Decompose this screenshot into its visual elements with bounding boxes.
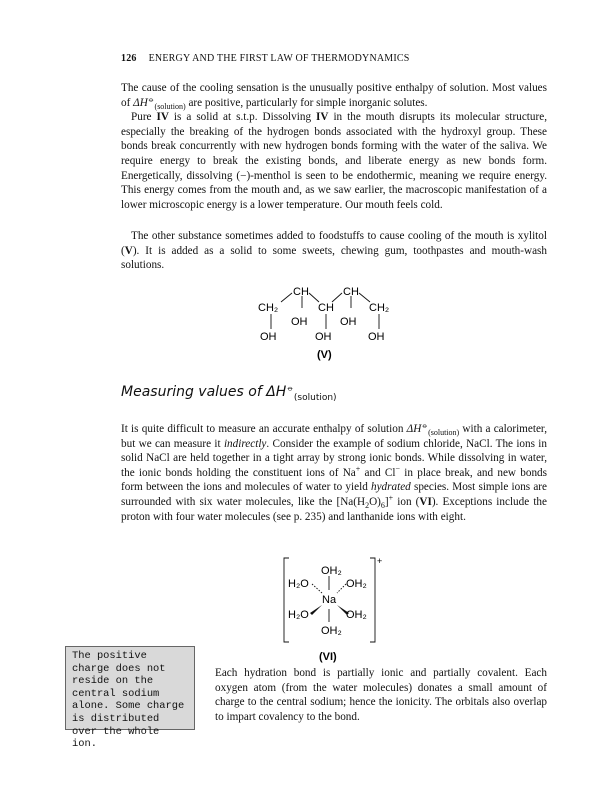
paragraph-5: Each hydration bond is partially ionic and partially covalent. Each oxygen atom (from the water molecules) donates a small amount of charge to the central sodium; hence the ionicity. The orbitals also overlap to impart covalency to the bond. (215, 667, 547, 723)
running-header (121, 53, 410, 64)
xylitol-oh-1: OH (291, 316, 308, 328)
running-title: ENERGY AND THE FIRST LAW OF THERMODYNAMICS (148, 53, 410, 64)
paragraph-4: It is quite difficult to measure an accurate enthalpy of solution $\Delta H^⦵_{(solution)}$ with a calorimeter, but we can measure it indirectly. Consider the example of sodium chloride, NaCl. The ions in solid NaCl are held together in a tight array by strong ionic bonds. While dissolving in water, the ionic bonds holding the constituent ions of Na+ and Cl− in place break, and new bonds form between the ions and molecules of water to yield hydrated species. Most simple ions are surrounded with six water molecules, like the $[Na(H_2O)_6]^+$ ion (VI). Exceptions include the proton with four water molecules (see p. 235) and lanthanide ions with eight. (121, 420, 548, 523)
paragraph-2: Pure IV is a solid at s.t.p. Dissolving IV in the mouth disrupts its molecular structure, especially the breaking of the hydrogen bonds associated with the hydroxyl group. These bonds break concurrently with new hydrogen bonds forming with the water of the saliva. We require energy to break the existing bonds, and liberate energy as new bonds form. Energetically, dissolving (−)-menthol is seen to be endothermic, meaning we require energy. This energy comes from the mouth and, as we saw earlier, the macroscopic manifestation of a lower microscopic energy is a lower temperature. Our mouth feels cold. (121, 111, 547, 211)
xylitol-ch2-right: CH₂ (369, 302, 390, 314)
xylitol-oh-2: OH (340, 316, 357, 328)
complex-label: (VI) (319, 651, 337, 663)
xylitol-ch2-left: CH₂ (258, 302, 279, 314)
ligand-lower-right: OH₂ (346, 609, 367, 621)
central-sodium: Na (322, 594, 337, 606)
ligand-lower-left: H₂O (288, 609, 309, 621)
xylitol-label: (V) (317, 349, 332, 361)
ligand-bottom: OH₂ (321, 625, 342, 637)
ligand-top: OH₂ (321, 565, 342, 577)
margin-note: The positive charge does not reside on the central sodium alone. Some charge is distributed over the whole ion. (65, 646, 195, 730)
xylitol-oh-3: OH (260, 331, 277, 343)
ligand-upper-right: OH₂ (346, 578, 367, 590)
xylitol-ch-mid: CH (318, 302, 334, 314)
xylitol-oh-5: OH (368, 331, 385, 343)
xylitol-ch-top-1: CH (293, 286, 309, 298)
complex-charge: + (377, 556, 383, 566)
sodium-complex-structure (282, 556, 392, 666)
xylitol-ch-top-2: CH (343, 286, 359, 298)
body-text-top (121, 81, 547, 212)
xylitol-structure (255, 284, 405, 364)
xylitol-oh-4: OH (315, 331, 332, 343)
section-heading: Measuring values of $\Delta H^⦵_{(solution)}$ (121, 383, 337, 403)
page-number: 126 (121, 53, 137, 64)
paragraph-3: The other substance sometimes added to foodstuffs to cause cooling of the mouth is xylitol (V). It is added as a solid to some sweets, chewing gum, toothpastes and mouth-wash solutions. (121, 230, 547, 272)
paragraph-1: The cause of the cooling sensation is the unusually positive enthalpy of solution. Most values of $\Delta H^⦵_{(solution)}$ are positive, particularly for simple inorganic solutes. (121, 82, 547, 111)
ligand-upper-left: H₂O (288, 578, 309, 590)
